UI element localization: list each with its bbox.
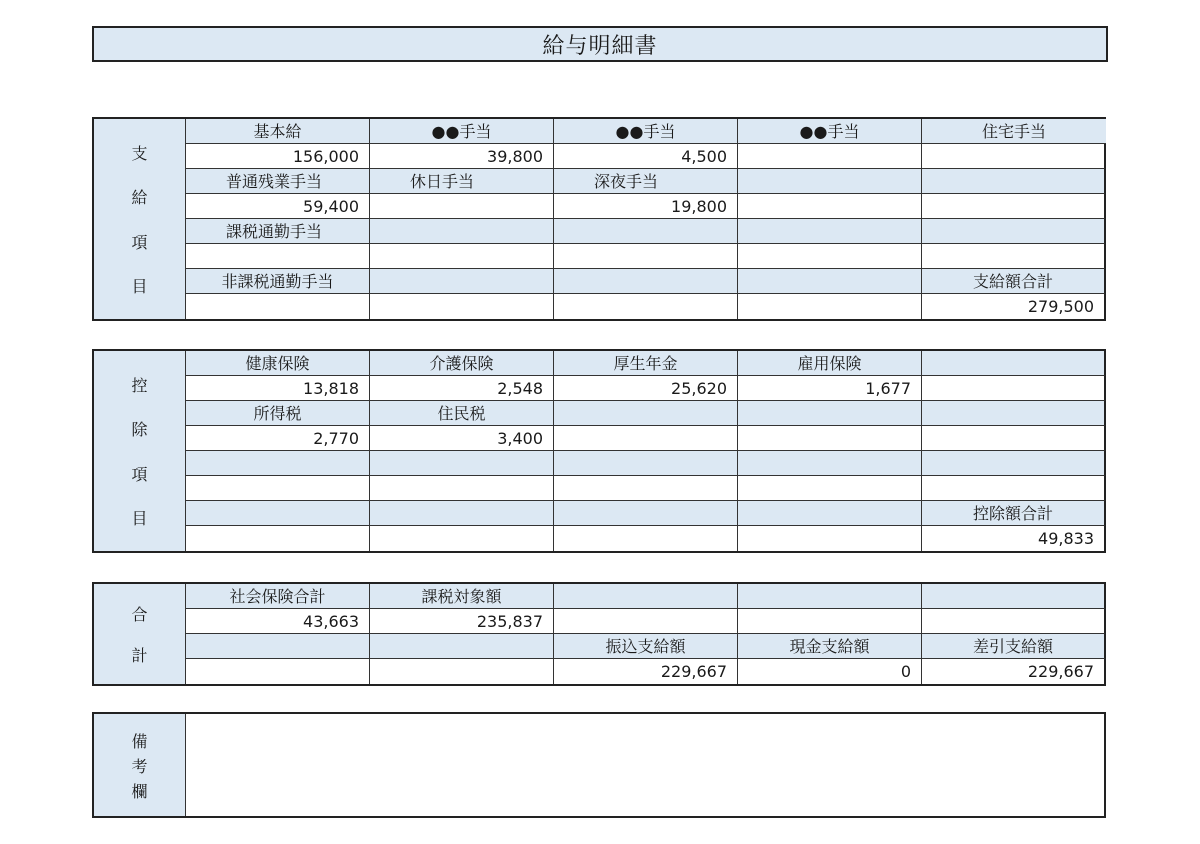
total-section bbox=[92, 582, 1106, 686]
payment-value-cell[interactable]: 39,800 bbox=[370, 144, 554, 169]
deduction-value-cell[interactable] bbox=[186, 476, 370, 501]
deduction-value-cell[interactable] bbox=[554, 526, 738, 551]
total-value-cell[interactable]: 0 bbox=[738, 659, 922, 684]
deduction-side-char: 除 bbox=[131, 420, 148, 440]
deduction-label-cell: 介護保険 bbox=[370, 351, 554, 376]
payment-label-cell: 支給額合計 bbox=[922, 269, 1106, 294]
deduction-label-cell bbox=[922, 401, 1106, 426]
payment-label-cell: 休日手当 bbox=[370, 169, 554, 194]
payment-label-cell: ●●手当 bbox=[554, 119, 738, 144]
total-value-cell[interactable] bbox=[922, 609, 1106, 634]
payment-value-cell[interactable]: 279,500 bbox=[922, 294, 1106, 319]
total-grid bbox=[186, 584, 1106, 684]
deduction-side-label bbox=[94, 351, 186, 551]
notes-side-label bbox=[94, 714, 186, 816]
payment-value-cell[interactable] bbox=[738, 244, 922, 269]
payment-label-cell bbox=[738, 269, 922, 294]
payment-value-cell[interactable] bbox=[186, 294, 370, 319]
deduction-label-cell bbox=[186, 501, 370, 526]
payment-value-cell[interactable] bbox=[186, 244, 370, 269]
payment-value-cell[interactable] bbox=[554, 294, 738, 319]
deduction-label-cell: 控除額合計 bbox=[922, 501, 1106, 526]
total-label-cell: 課税対象額 bbox=[370, 584, 554, 609]
deduction-label-cell bbox=[738, 451, 922, 476]
payment-value-cell[interactable] bbox=[738, 194, 922, 219]
deduction-value-cell[interactable]: 25,620 bbox=[554, 376, 738, 401]
payment-value-cell[interactable]: 59,400 bbox=[186, 194, 370, 219]
deduction-label-cell bbox=[370, 501, 554, 526]
deduction-label-cell bbox=[738, 401, 922, 426]
payment-label-cell: ●●手当 bbox=[370, 119, 554, 144]
total-label-cell bbox=[370, 634, 554, 659]
payment-value-cell[interactable]: 4,500 bbox=[554, 144, 738, 169]
payment-label-cell: 基本給 bbox=[186, 119, 370, 144]
deduction-label-cell bbox=[554, 451, 738, 476]
deduction-side-char: 控 bbox=[131, 375, 148, 395]
total-value-cell[interactable]: 235,837 bbox=[370, 609, 554, 634]
payment-value-cell[interactable]: 156,000 bbox=[186, 144, 370, 169]
payment-value-cell[interactable] bbox=[554, 244, 738, 269]
total-label-cell bbox=[738, 584, 922, 609]
payment-side-char: 目 bbox=[131, 277, 148, 297]
deduction-label-cell bbox=[554, 401, 738, 426]
payment-value-cell[interactable] bbox=[922, 194, 1106, 219]
total-value-cell[interactable]: 229,667 bbox=[554, 659, 738, 684]
payment-label-cell bbox=[922, 219, 1106, 244]
payment-grid bbox=[186, 119, 1106, 319]
payment-label-cell bbox=[738, 219, 922, 244]
deduction-value-cell[interactable]: 1,677 bbox=[738, 376, 922, 401]
deduction-label-cell bbox=[922, 351, 1106, 376]
deduction-section bbox=[92, 349, 1106, 553]
deduction-grid bbox=[186, 351, 1106, 551]
total-side-char: 計 bbox=[131, 646, 148, 665]
payment-value-cell[interactable] bbox=[370, 194, 554, 219]
deduction-value-cell[interactable] bbox=[922, 426, 1106, 451]
notes-body[interactable] bbox=[186, 714, 1104, 816]
payment-value-cell[interactable] bbox=[738, 294, 922, 319]
total-value-cell[interactable] bbox=[186, 659, 370, 684]
payment-label-cell bbox=[370, 269, 554, 294]
total-value-cell[interactable]: 43,663 bbox=[186, 609, 370, 634]
deduction-value-cell[interactable] bbox=[370, 526, 554, 551]
total-label-cell: 差引支給額 bbox=[922, 634, 1106, 659]
notes-side-char: 備 bbox=[131, 731, 148, 751]
payment-label-cell bbox=[738, 169, 922, 194]
deduction-label-cell bbox=[738, 501, 922, 526]
total-side-char: 合 bbox=[131, 605, 148, 624]
payment-side-char: 項 bbox=[131, 232, 148, 252]
deduction-value-cell[interactable] bbox=[738, 476, 922, 501]
deduction-value-cell[interactable]: 2,770 bbox=[186, 426, 370, 451]
deduction-value-cell[interactable] bbox=[554, 426, 738, 451]
deduction-side-char: 項 bbox=[131, 464, 148, 484]
total-label-cell bbox=[922, 584, 1106, 609]
total-label-cell: 現金支給額 bbox=[738, 634, 922, 659]
deduction-value-cell[interactable] bbox=[186, 526, 370, 551]
payment-side-label bbox=[94, 119, 186, 319]
deduction-side-char: 目 bbox=[131, 509, 148, 529]
notes-section bbox=[92, 712, 1106, 818]
payment-label-cell: 課税通勤手当 bbox=[186, 219, 370, 244]
deduction-label-cell bbox=[370, 451, 554, 476]
payment-value-cell[interactable] bbox=[922, 144, 1106, 169]
total-value-cell[interactable] bbox=[370, 659, 554, 684]
notes-side-char: 考 bbox=[131, 756, 148, 776]
payment-value-cell[interactable] bbox=[738, 144, 922, 169]
total-side-label bbox=[94, 584, 186, 684]
payment-value-cell[interactable]: 19,800 bbox=[554, 194, 738, 219]
total-label-cell: 振込支給額 bbox=[554, 634, 738, 659]
payment-label-cell bbox=[554, 269, 738, 294]
payment-side-char: 給 bbox=[131, 188, 148, 208]
payment-label-cell bbox=[922, 169, 1106, 194]
total-value-cell[interactable] bbox=[738, 609, 922, 634]
notes-side-char: 欄 bbox=[131, 781, 148, 801]
document-title-text: 給与明細書 bbox=[542, 33, 658, 59]
deduction-value-cell[interactable] bbox=[922, 476, 1106, 501]
total-label-cell: 社会保険合計 bbox=[186, 584, 370, 609]
payment-label-cell: 非課税通勤手当 bbox=[186, 269, 370, 294]
deduction-label-cell: 厚生年金 bbox=[554, 351, 738, 376]
payment-value-cell[interactable] bbox=[922, 244, 1106, 269]
deduction-value-cell[interactable]: 13,818 bbox=[186, 376, 370, 401]
document-title bbox=[92, 26, 1108, 62]
deduction-value-cell[interactable] bbox=[370, 476, 554, 501]
deduction-value-cell[interactable]: 49,833 bbox=[922, 526, 1106, 551]
deduction-label-cell bbox=[186, 451, 370, 476]
payment-side-char: 支 bbox=[131, 143, 148, 163]
deduction-label-cell: 所得税 bbox=[186, 401, 370, 426]
total-value-cell[interactable] bbox=[554, 609, 738, 634]
deduction-label-cell: 住民税 bbox=[370, 401, 554, 426]
payment-value-cell[interactable] bbox=[370, 294, 554, 319]
payment-section bbox=[92, 117, 1106, 321]
deduction-value-cell[interactable]: 2,548 bbox=[370, 376, 554, 401]
payment-label-cell: 深夜手当 bbox=[554, 169, 738, 194]
payment-value-cell[interactable] bbox=[370, 244, 554, 269]
payment-label-cell bbox=[554, 219, 738, 244]
deduction-label-cell: 雇用保険 bbox=[738, 351, 922, 376]
deduction-value-cell[interactable] bbox=[738, 426, 922, 451]
deduction-value-cell[interactable]: 3,400 bbox=[370, 426, 554, 451]
total-label-cell bbox=[554, 584, 738, 609]
payment-label-cell: 普通残業手当 bbox=[186, 169, 370, 194]
deduction-label-cell bbox=[554, 501, 738, 526]
payment-label-cell: ●●手当 bbox=[738, 119, 922, 144]
total-value-cell[interactable]: 229,667 bbox=[922, 659, 1106, 684]
payment-label-cell: 住宅手当 bbox=[922, 119, 1106, 144]
deduction-value-cell[interactable] bbox=[922, 376, 1106, 401]
total-label-cell bbox=[186, 634, 370, 659]
deduction-label-cell: 健康保険 bbox=[186, 351, 370, 376]
deduction-label-cell bbox=[922, 451, 1106, 476]
deduction-value-cell[interactable] bbox=[554, 476, 738, 501]
payment-label-cell bbox=[370, 219, 554, 244]
deduction-value-cell[interactable] bbox=[738, 526, 922, 551]
